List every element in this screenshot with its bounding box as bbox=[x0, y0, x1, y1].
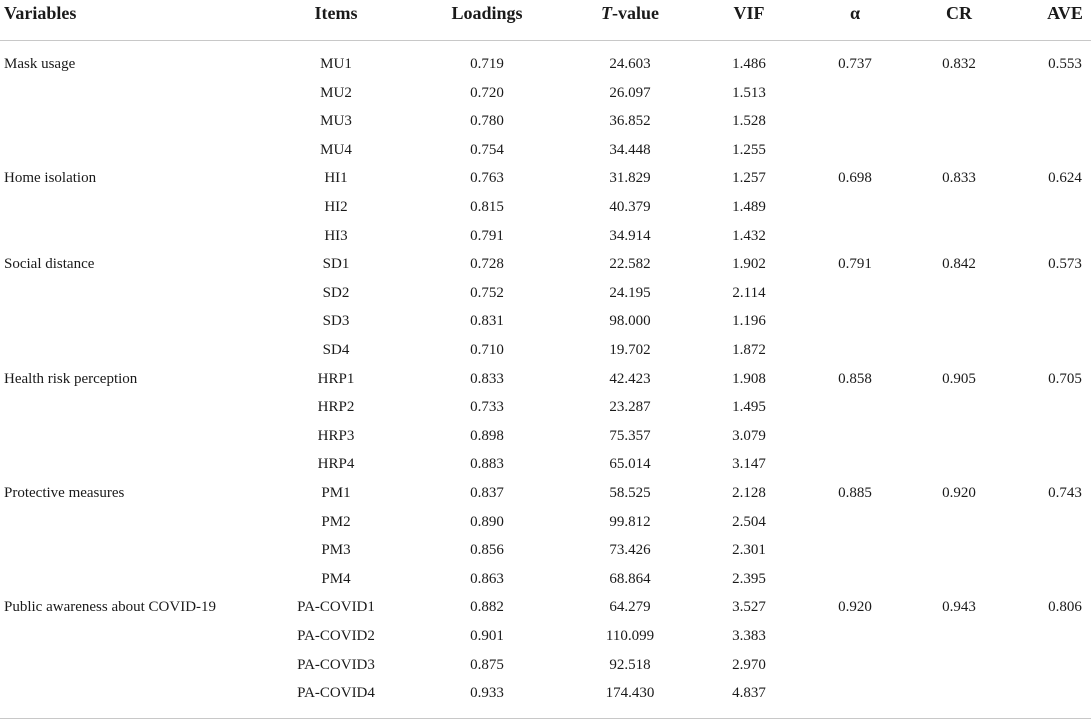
cell-tvalue: 31.829 bbox=[609, 170, 651, 187]
cell-tvalue: 58.525 bbox=[609, 485, 651, 501]
cell-item: HRP4 bbox=[317, 456, 355, 473]
cell-vif: 1.255 bbox=[732, 141, 766, 158]
cell-ave: 0.553 bbox=[1048, 56, 1082, 72]
cell-vif: 2.301 bbox=[732, 542, 766, 559]
cell-item: SD2 bbox=[322, 284, 350, 301]
cell-item: MU2 bbox=[320, 84, 352, 101]
cell-vif: 1.257 bbox=[732, 170, 766, 187]
table-row bbox=[0, 455, 1091, 483]
cell-loading: 0.875 bbox=[470, 656, 504, 673]
table-row bbox=[0, 198, 1091, 226]
cell-item: PM4 bbox=[321, 570, 351, 587]
cell-variable: Health risk perception bbox=[4, 370, 138, 387]
cell-loading: 0.752 bbox=[470, 284, 504, 301]
cell-variable: Home isolation bbox=[4, 170, 97, 187]
cell-alpha: 0.858 bbox=[838, 370, 872, 387]
cell-loading: 0.856 bbox=[470, 542, 504, 559]
cell-tvalue: 26.097 bbox=[609, 84, 651, 101]
header-tvalue-rest: -value bbox=[612, 3, 659, 23]
cell-item: MU4 bbox=[320, 141, 352, 158]
cell-item: SD3 bbox=[322, 313, 350, 330]
cell-loading: 0.831 bbox=[470, 313, 504, 330]
cell-vif: 1.495 bbox=[732, 399, 766, 416]
cell-tvalue: 40.379 bbox=[609, 199, 651, 215]
cell-loading: 0.863 bbox=[470, 570, 504, 587]
cell-cr: 0.943 bbox=[942, 599, 976, 616]
header-ave: AVE bbox=[1047, 3, 1083, 23]
cell-vif: 1.489 bbox=[732, 199, 766, 215]
cell-item: PM2 bbox=[321, 513, 351, 530]
cell-loading: 0.710 bbox=[470, 342, 504, 358]
cell-loading: 0.837 bbox=[470, 485, 504, 501]
table-header bbox=[0, 0, 1091, 40]
table-row bbox=[0, 570, 1091, 598]
table-row bbox=[0, 627, 1091, 655]
cell-vif: 1.528 bbox=[732, 113, 766, 130]
cell-ave: 0.743 bbox=[1048, 485, 1082, 501]
table-row bbox=[0, 656, 1091, 684]
cell-cr: 0.905 bbox=[942, 370, 976, 387]
cell-loading: 0.728 bbox=[470, 256, 504, 273]
cell-vif: 2.114 bbox=[732, 284, 766, 301]
cell-item: MU1 bbox=[320, 56, 352, 72]
table-row bbox=[0, 169, 1091, 197]
header-alpha: α bbox=[849, 3, 861, 23]
header-loadings: Loadings bbox=[451, 3, 523, 23]
cell-vif: 1.872 bbox=[732, 342, 766, 358]
cell-alpha: 0.698 bbox=[838, 170, 872, 187]
cell-cr: 0.832 bbox=[942, 56, 976, 72]
cell-tvalue: 24.603 bbox=[609, 56, 651, 72]
cell-tvalue: 110.099 bbox=[605, 628, 655, 644]
cell-ave: 0.624 bbox=[1048, 170, 1082, 187]
table-row bbox=[0, 598, 1091, 626]
cell-variable: Mask usage bbox=[4, 56, 76, 72]
cell-vif: 1.432 bbox=[732, 227, 766, 244]
cell-item: HI2 bbox=[324, 199, 348, 215]
cell-loading: 0.791 bbox=[470, 227, 504, 244]
cell-variable: Protective measures bbox=[4, 485, 125, 501]
cell-loading: 0.733 bbox=[470, 399, 504, 416]
cell-item: HRP1 bbox=[317, 370, 355, 387]
header-divider bbox=[0, 40, 1091, 41]
table-row bbox=[0, 427, 1091, 455]
cell-vif: 1.908 bbox=[732, 370, 766, 387]
cell-vif: 3.527 bbox=[732, 599, 766, 616]
cell-item: PM1 bbox=[321, 485, 351, 501]
cell-tvalue: 42.423 bbox=[609, 370, 651, 387]
cell-variable: Public awareness about COVID-19 bbox=[4, 599, 217, 616]
cell-tvalue: 19.702 bbox=[609, 342, 651, 358]
cell-vif: 2.395 bbox=[732, 570, 766, 587]
table-row bbox=[0, 370, 1091, 398]
cell-loading: 0.815 bbox=[470, 199, 504, 215]
table-row bbox=[0, 55, 1091, 83]
table-row bbox=[0, 341, 1091, 369]
cell-variable: Social distance bbox=[4, 256, 95, 273]
cell-ave: 0.573 bbox=[1048, 256, 1082, 273]
cell-tvalue: 36.852 bbox=[609, 113, 651, 130]
cell-item: PM3 bbox=[321, 542, 351, 559]
cell-alpha: 0.737 bbox=[838, 56, 872, 72]
cell-ave: 0.806 bbox=[1048, 599, 1082, 616]
header-tvalue bbox=[601, 3, 659, 24]
table-bottom-rule bbox=[0, 718, 1091, 719]
cell-tvalue: 75.357 bbox=[609, 427, 651, 444]
header-items: Items bbox=[314, 3, 358, 23]
cell-loading: 0.719 bbox=[470, 56, 504, 72]
cell-cr: 0.833 bbox=[942, 170, 976, 187]
table-row bbox=[0, 112, 1091, 140]
cell-tvalue: 92.518 bbox=[609, 656, 651, 673]
cell-item: SD1 bbox=[322, 256, 350, 273]
cell-alpha: 0.920 bbox=[838, 599, 872, 616]
table-row bbox=[0, 227, 1091, 255]
cell-vif: 2.970 bbox=[732, 656, 766, 673]
cell-tvalue: 65.014 bbox=[609, 456, 651, 473]
cell-tvalue: 34.448 bbox=[609, 141, 651, 158]
table-row bbox=[0, 312, 1091, 340]
cell-loading: 0.901 bbox=[470, 628, 504, 644]
header-vif: VIF bbox=[733, 3, 765, 23]
cell-loading: 0.890 bbox=[470, 513, 504, 530]
cell-loading: 0.883 bbox=[470, 456, 504, 473]
cell-loading: 0.898 bbox=[470, 427, 504, 444]
cell-vif: 1.902 bbox=[732, 256, 766, 273]
table-row bbox=[0, 484, 1091, 512]
table-row bbox=[0, 513, 1091, 541]
cell-loading: 0.833 bbox=[470, 370, 504, 387]
cell-alpha: 0.791 bbox=[838, 256, 872, 273]
cell-item: PA-COVID2 bbox=[297, 628, 375, 644]
cell-item: HRP3 bbox=[317, 427, 355, 444]
cell-loading: 0.882 bbox=[470, 599, 504, 616]
cell-loading: 0.933 bbox=[470, 685, 504, 702]
cell-item: HI3 bbox=[324, 227, 348, 244]
cell-loading: 0.754 bbox=[470, 141, 504, 158]
cell-loading: 0.780 bbox=[470, 113, 504, 130]
cell-tvalue: 68.864 bbox=[609, 570, 651, 587]
cell-cr: 0.842 bbox=[942, 256, 976, 273]
table-row bbox=[0, 284, 1091, 312]
cell-cr: 0.920 bbox=[942, 485, 976, 501]
cell-vif: 1.196 bbox=[732, 313, 766, 330]
cell-item: PA-COVID1 bbox=[297, 599, 375, 616]
cell-tvalue: 98.000 bbox=[609, 313, 651, 330]
header-cr: CR bbox=[946, 3, 972, 23]
cell-vif: 3.383 bbox=[732, 628, 766, 644]
cell-loading: 0.763 bbox=[470, 170, 504, 187]
cell-vif: 2.128 bbox=[732, 485, 766, 501]
cell-tvalue: 23.287 bbox=[609, 399, 651, 416]
cell-item: MU3 bbox=[320, 113, 352, 130]
cell-vif: 1.486 bbox=[732, 56, 766, 72]
cell-vif: 4.837 bbox=[732, 685, 766, 702]
cell-tvalue: 22.582 bbox=[609, 256, 651, 273]
cell-alpha: 0.885 bbox=[838, 485, 872, 501]
cell-vif: 3.079 bbox=[732, 427, 766, 444]
cell-vif: 3.147 bbox=[732, 456, 766, 473]
table-row bbox=[0, 684, 1091, 712]
cell-vif: 1.513 bbox=[732, 84, 766, 101]
cell-tvalue: 73.426 bbox=[609, 542, 651, 559]
cell-tvalue: 24.195 bbox=[609, 284, 651, 301]
cell-loading: 0.720 bbox=[470, 84, 504, 101]
cell-tvalue: 64.279 bbox=[609, 599, 651, 616]
table-row bbox=[0, 255, 1091, 283]
table-row bbox=[0, 398, 1091, 426]
cell-item: SD4 bbox=[322, 342, 350, 358]
cell-tvalue: 99.812 bbox=[609, 513, 651, 530]
cell-ave: 0.705 bbox=[1048, 370, 1082, 387]
cell-vif: 2.504 bbox=[732, 513, 766, 530]
cell-item: PA-COVID4 bbox=[297, 685, 375, 702]
table-row bbox=[0, 141, 1091, 169]
table-row bbox=[0, 84, 1091, 112]
cell-item: HRP2 bbox=[317, 399, 355, 416]
table-row bbox=[0, 541, 1091, 569]
header-tvalue-italic: T bbox=[601, 3, 612, 23]
cell-tvalue: 34.914 bbox=[609, 227, 651, 244]
cell-item: HI1 bbox=[324, 170, 348, 187]
cell-tvalue: 174.430 bbox=[605, 685, 655, 702]
cell-item: PA-COVID3 bbox=[297, 656, 375, 673]
header-variables: Variables bbox=[4, 3, 77, 23]
